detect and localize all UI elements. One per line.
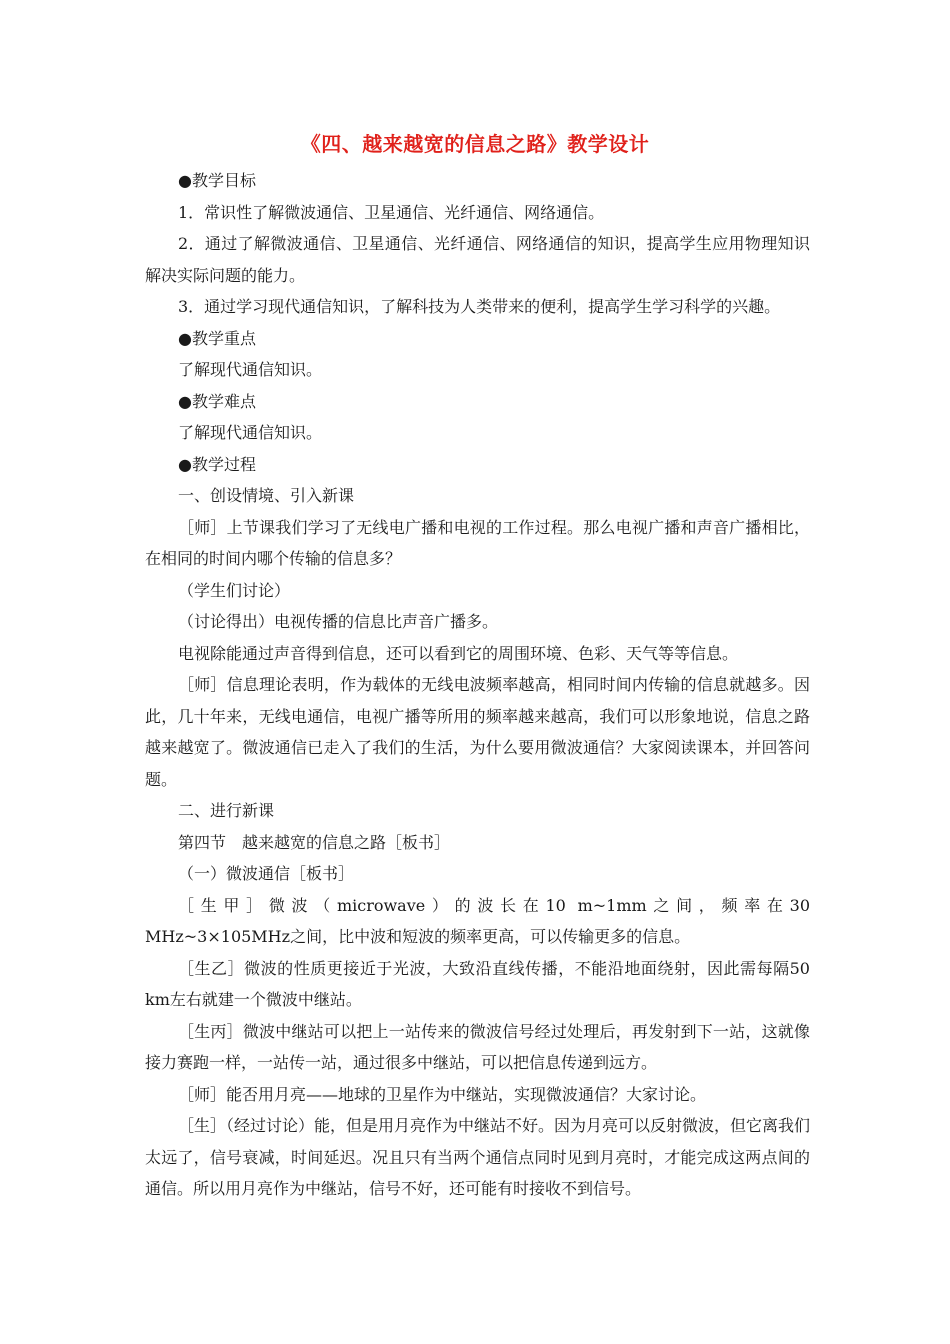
student-c-paragraph: ［生丙］微波中继站可以把上一站传来的微波信号经过处理后，再发射到下一站，这就像接力赛跑一样，一站传一站，通过很多中继站，可以把信息传递到远方。 — [145, 1021, 810, 1072]
objective-item-3: 3．通过学习现代通信知识，了解科技为人类带来的便利，提高学生学习科学的兴趣。 — [178, 297, 781, 316]
document-body — [145, 165, 810, 1205]
student-discussion-note: （学生们讨论） — [178, 580, 291, 600]
subsection-microwave: （一）微波通信［板书］ — [178, 864, 355, 883]
teacher-theory-paragraph: ［师］信息理论表明，作为载体的无线电波频率越高，相同时间内传输的信息就越多。因此，几十年来，无线电通信，电视广播等所用的频率越来越高，我们可以形象地说，信息之路越来越宽了。微波通信已走入了我们的生活，为什么要用微波通信？大家阅读课本，并回答问题。 — [145, 675, 810, 789]
student-a-paragraph: ［生甲］微波（microwave）的波长在10 m~1mm之间，频率在30 MHz~3×105MHz之间，比中波和短波的频率更高，可以传输更多的信息。 — [145, 895, 810, 946]
student-moon-answer: ［生］（经过讨论）能，但是用月亮作为中继站不好。因为月亮可以反射微波，但它离我们太远了，信号衰减，时间延迟。况且只有当两个通信点同时见到月亮时，才能完成这两点间的通信。所以用月亮作为中继站，信号不好，还可能有时接收不到信号。 — [145, 1116, 811, 1198]
discussion-result: （讨论得出）电视传播的信息比声音广播多。 — [178, 612, 499, 631]
section-title-board: 第四节 越来越宽的信息之路［板书］ — [178, 832, 451, 852]
objective-item-1: 1．常识性了解微波通信、卫星通信、光纤通信、网络通信。 — [178, 202, 605, 222]
section-heading-key-points: ●教学重点 — [178, 328, 256, 348]
subheading-introduction: 一、创设情境、引入新课 — [178, 486, 355, 505]
subheading-new-lesson: 二、进行新课 — [178, 801, 275, 820]
document-title: 《四、越来越宽的信息之路》教学设计 — [300, 132, 650, 156]
teacher-moon-question: ［师］能否用月亮——地球的卫星作为中继站，实现微波通信？大家讨论。 — [178, 1084, 707, 1104]
objective-item-2: 2．通过了解微波通信、卫星通信、光纤通信、网络通信的知识，提高学生应用物理知识解决实际问题的能力。 — [145, 234, 810, 285]
section-heading-process: ●教学过程 — [178, 454, 256, 474]
difficulties-text: 了解现代通信知识。 — [178, 423, 323, 442]
section-heading-objectives: ●教学目标 — [178, 171, 256, 190]
key-points-text: 了解现代通信知识。 — [178, 360, 323, 379]
student-b-paragraph: ［生乙］微波的性质更接近于光波，大致沿直线传播，不能沿地面绕射，因此需每隔50 km左右就建一个微波中继站。 — [145, 958, 810, 1009]
teacher-question-paragraph: ［师］上节课我们学习了无线电广播和电视的工作过程。那么电视广播和声音广播相比，在相同的时间内哪个传输的信息多？ — [145, 517, 810, 568]
section-heading-difficulties: ●教学难点 — [178, 391, 256, 411]
tv-info-paragraph: 电视除能通过声音得到信息，还可以看到它的周围环境、色彩、天气等等信息。 — [178, 643, 739, 663]
